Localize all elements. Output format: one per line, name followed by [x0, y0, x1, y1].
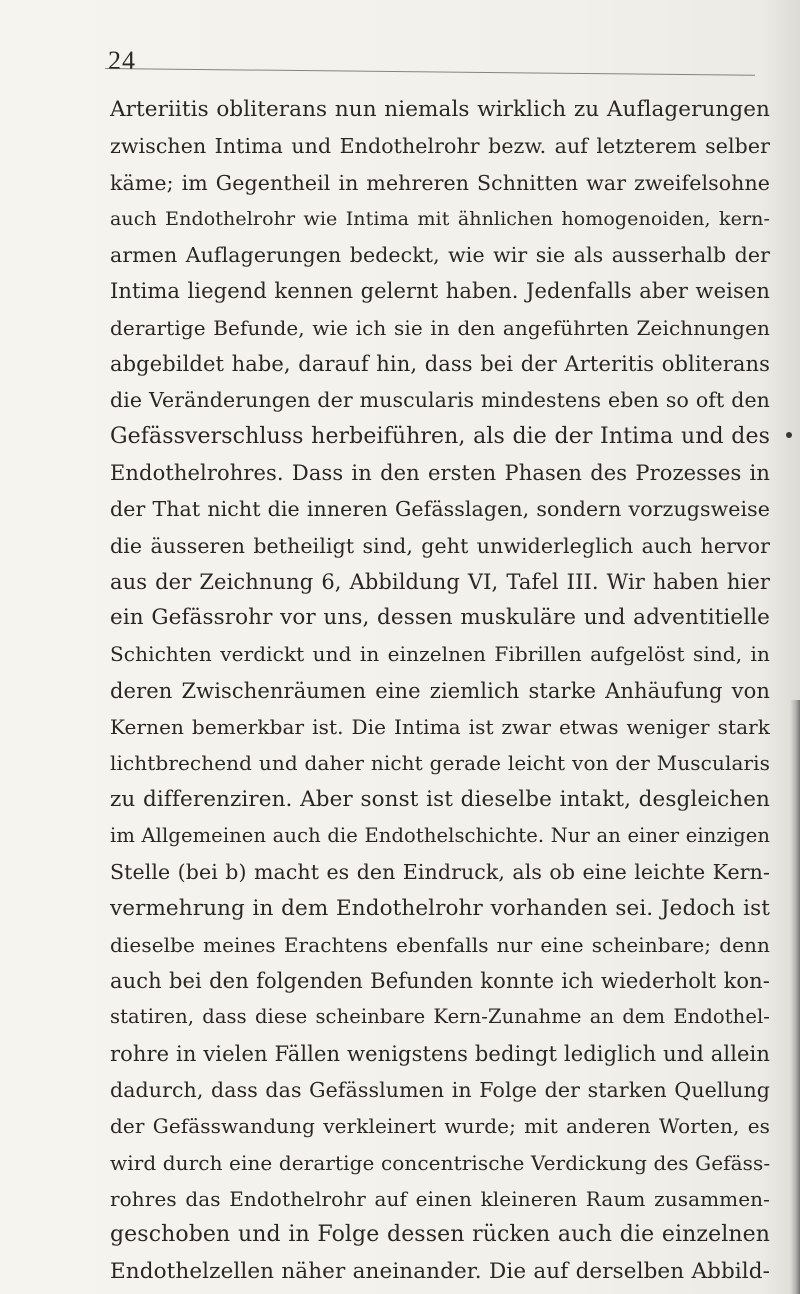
text-line: die äusseren betheiligt sind, geht unwiderleglich auch hervor [110, 533, 770, 558]
text-line: dadurch, dass das Gefässlumen in Folge der starken Quellung [110, 1078, 770, 1103]
text-line: armen Auflagerungen bedeckt, wie wir sie als ausserhalb der [110, 243, 770, 268]
text-line: der Gefässwandung verkleinert wurde; mit anderen Worten, es [110, 1114, 770, 1139]
page-number: 24 [108, 46, 136, 75]
text-line: statiren, dass diese scheinbare Kern-Zunahme an dem Endothel- [110, 1005, 770, 1029]
text-line: rohre in vielen Fällen wenigstens bedingt lediglich und allein [110, 1041, 770, 1066]
text-line: deren Zwischenräumen eine ziemlich starke Anhäufung von [110, 678, 770, 703]
text-line: aus der Zeichnung 6, Abbildung VI, Tafel III. Wir haben hier [110, 569, 770, 594]
text-line: Kernen bemerkbar ist. Die Intima ist zwar etwas weniger stark [110, 715, 770, 740]
text-line: derartige Befunde, wie ich sie in den angeführten Zeichnungen [110, 315, 770, 340]
text-line: geschoben und in Folge dessen rücken auch die einzelnen [110, 1222, 770, 1248]
text-line: Intima liegend kennen gelernt haben. Jedenfalls aber weisen [110, 279, 770, 304]
text-line: Stelle (bei b) macht es den Eindruck, als ob eine leichte Kern- [110, 860, 770, 885]
text-line: wird durch eine derartige concentrische Verdickung des Gefäss- [110, 1150, 771, 1175]
text-line: vermehrung in dem Endothelrohr vorhanden sei. Jedoch ist [110, 895, 770, 921]
text-line: abgebildet habe, darauf hin, dass bei der Arteritis obliterans [110, 352, 770, 377]
text-line: zwischen Intima und Endothelrohr bezw. auf letzterem selber [110, 134, 770, 159]
text-line: ein Gefässrohr vor uns, dessen muskuläre und adventitielle [110, 605, 770, 631]
text-line: käme; im Gegentheil in mehreren Schnitten war zweifelsohne [110, 170, 770, 195]
page-edge-shadow [790, 700, 800, 1294]
text-line: Endothelrohres. Dass in den ersten Phasen des Prozesses in [110, 460, 770, 485]
text-line: auch Endothelrohr wie Intima mit ähnlichen homogenoiden, kern- [110, 207, 770, 230]
text-line: rohres das Endothelrohr auf einen kleineren Raum zusammen- [110, 1186, 770, 1211]
text-line: zu differenziren. Aber sonst ist dieselbe intakt, desgleichen [110, 786, 770, 812]
text-line: die Veränderungen der muscularis mindestens eben so oft den [110, 388, 770, 413]
text-line: Endothelzellen näher aneinander. Die auf derselben Abbild- [110, 1258, 770, 1284]
header-rule [105, 68, 755, 76]
text-line: Gefässverschluss herbeiführen, als die der Intima und des [110, 423, 770, 449]
text-line: der That nicht die inneren Gefässlagen, sondern vorzugsweise [110, 497, 770, 522]
text-line: lichtbrechend und daher nicht gerade leicht von der Muscularis [110, 751, 770, 776]
text-line: Arteriitis obliterans nun niemals wirklich zu Auflagerungen [110, 97, 770, 122]
text-line: im Allgemeinen auch die Endothelschichte. Nur an einer einzigen [110, 823, 770, 847]
ink-speck [786, 432, 792, 438]
body-text [110, 92, 770, 1290]
text-line: dieselbe meines Erachtens ebenfalls nur eine scheinbare; denn [110, 932, 770, 957]
text-line: auch bei den folgenden Befunden konnte ich wiederholt kon- [110, 969, 770, 994]
text-line: Schichten verdickt und in einzelnen Fibrillen aufgelöst sind, in [110, 642, 770, 667]
